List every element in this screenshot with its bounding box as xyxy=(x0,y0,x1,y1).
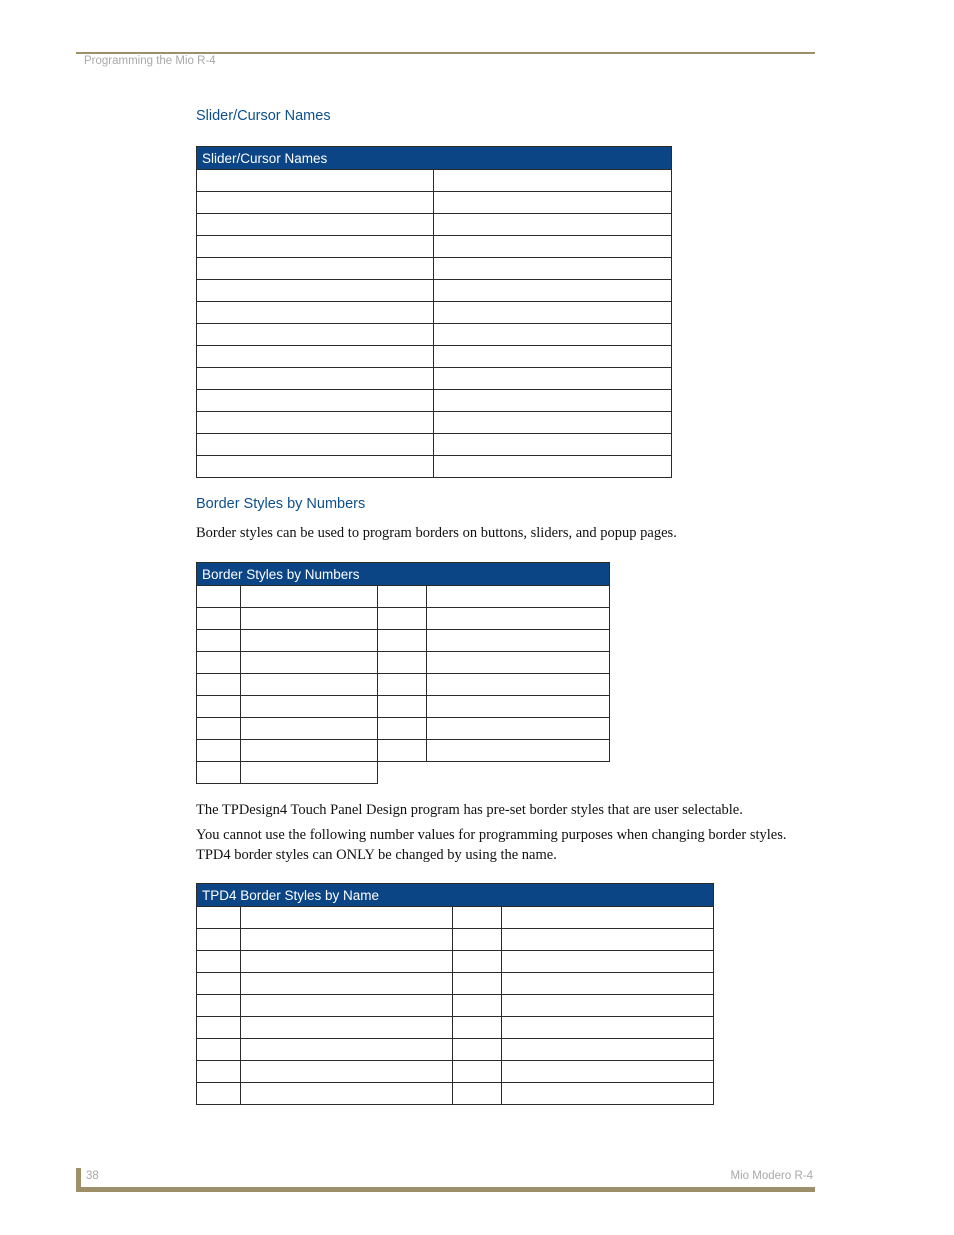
tpd4-note-2: You cannot use the following number values for programming purposes when changing border styles. TPD4 border styles can ONLY be changed by using the name. xyxy=(196,827,787,863)
table-cell xyxy=(434,368,672,390)
table-row xyxy=(197,696,610,718)
table-row xyxy=(197,995,714,1017)
table-cell xyxy=(502,1017,714,1039)
table-row xyxy=(197,951,714,973)
table-cell xyxy=(502,929,714,951)
table-cell xyxy=(241,718,378,740)
table-cell xyxy=(241,1017,453,1039)
table-cell xyxy=(453,1017,502,1039)
table-cell xyxy=(241,1061,453,1083)
table-cell xyxy=(241,1083,453,1105)
table-cell xyxy=(197,390,434,412)
border-numbers-heading: Border Styles by Numbers xyxy=(196,496,366,512)
table-cell xyxy=(502,1061,714,1083)
table-cell xyxy=(197,951,241,973)
table-row xyxy=(197,907,714,929)
table-cell xyxy=(434,214,672,236)
table-cell xyxy=(241,652,378,674)
table-row xyxy=(197,630,610,652)
table-cell xyxy=(434,170,672,192)
table-cell xyxy=(197,434,434,456)
table-cell xyxy=(427,696,610,718)
table-cell xyxy=(197,214,434,236)
table-empty-cell xyxy=(427,762,610,784)
border-numbers-table xyxy=(196,562,610,784)
table-cell xyxy=(241,762,378,784)
table-row xyxy=(197,236,672,258)
table-cell xyxy=(453,929,502,951)
table-cell xyxy=(427,630,610,652)
table-cell xyxy=(502,907,714,929)
table-cell xyxy=(241,696,378,718)
table-cell xyxy=(241,995,453,1017)
table-cell xyxy=(241,1039,453,1061)
table-row xyxy=(197,652,610,674)
table-cell xyxy=(502,973,714,995)
table-row xyxy=(197,608,610,630)
table-row xyxy=(197,258,672,280)
table-cell xyxy=(241,586,378,608)
table-cell xyxy=(502,995,714,1017)
table-cell xyxy=(378,608,427,630)
table-cell xyxy=(453,1061,502,1083)
table-cell xyxy=(197,1083,241,1105)
table-cell xyxy=(197,929,241,951)
table-cell xyxy=(197,368,434,390)
table-cell xyxy=(197,302,434,324)
table-cell xyxy=(197,740,241,762)
table-cell xyxy=(378,718,427,740)
table-row xyxy=(197,973,714,995)
table-cell xyxy=(197,280,434,302)
table-cell xyxy=(453,1083,502,1105)
table-row xyxy=(197,368,672,390)
table-row xyxy=(197,192,672,214)
table-cell xyxy=(434,390,672,412)
table-cell xyxy=(197,412,434,434)
table-cell xyxy=(434,236,672,258)
table-cell xyxy=(197,258,434,280)
table-row xyxy=(197,1017,714,1039)
table-row xyxy=(197,456,672,478)
table-cell xyxy=(378,740,427,762)
table-row xyxy=(197,740,610,762)
table-row xyxy=(197,586,610,608)
table-cell xyxy=(197,907,241,929)
table-cell xyxy=(378,586,427,608)
table-row xyxy=(197,1039,714,1061)
table-cell xyxy=(453,907,502,929)
table-cell xyxy=(241,608,378,630)
table-cell xyxy=(453,973,502,995)
table-cell xyxy=(502,951,714,973)
table-cell xyxy=(197,1039,241,1061)
table-cell xyxy=(502,1083,714,1105)
table-cell xyxy=(434,346,672,368)
table-row xyxy=(197,1083,714,1105)
table-cell xyxy=(427,608,610,630)
table-cell xyxy=(434,434,672,456)
table-cell xyxy=(434,456,672,478)
table-row xyxy=(197,324,672,346)
table-cell xyxy=(434,324,672,346)
table-cell xyxy=(197,456,434,478)
table-empty-cell xyxy=(378,762,427,784)
footer-rule xyxy=(76,1187,815,1192)
slider-table-title: Slider/Cursor Names xyxy=(197,147,672,170)
table-cell xyxy=(197,608,241,630)
table-row xyxy=(197,762,610,784)
table-cell xyxy=(197,696,241,718)
table-row xyxy=(197,412,672,434)
table-row xyxy=(197,718,610,740)
table-cell xyxy=(427,652,610,674)
table-row xyxy=(197,280,672,302)
table-cell xyxy=(197,674,241,696)
running-title: Programming the Mio R-4 xyxy=(84,55,216,67)
table-cell xyxy=(427,740,610,762)
table-cell xyxy=(241,973,453,995)
table-row xyxy=(197,170,672,192)
table-cell xyxy=(241,740,378,762)
table-cell xyxy=(197,652,241,674)
tpd4-table-title: TPD4 Border Styles by Name xyxy=(197,884,714,907)
table-row xyxy=(197,302,672,324)
table-cell xyxy=(197,170,434,192)
border-numbers-intro: Border styles can be used to program borders on buttons, sliders, and popup pages. xyxy=(196,525,677,541)
tpd4-border-table xyxy=(196,883,714,1105)
table-cell xyxy=(197,973,241,995)
slider-cursor-table xyxy=(196,146,672,478)
table-cell xyxy=(241,907,453,929)
table-cell xyxy=(427,718,610,740)
tpd4-note-1: The TPDesign4 Touch Panel Design program has pre-set border styles that are user selectable. xyxy=(196,802,743,818)
table-cell xyxy=(434,412,672,434)
table-cell xyxy=(434,192,672,214)
table-cell xyxy=(197,718,241,740)
table-cell xyxy=(427,586,610,608)
table-cell xyxy=(197,762,241,784)
table-row xyxy=(197,346,672,368)
table-cell xyxy=(434,280,672,302)
table-cell xyxy=(241,951,453,973)
table-cell xyxy=(378,674,427,696)
table-row xyxy=(197,434,672,456)
table-row xyxy=(197,214,672,236)
table-cell xyxy=(378,696,427,718)
table-cell xyxy=(197,995,241,1017)
table-cell xyxy=(197,192,434,214)
table-cell xyxy=(427,674,610,696)
table-cell xyxy=(453,951,502,973)
table-row xyxy=(197,674,610,696)
border-numbers-table-title: Border Styles by Numbers xyxy=(197,563,610,586)
table-cell xyxy=(378,630,427,652)
table-cell xyxy=(197,1017,241,1039)
table-cell xyxy=(378,652,427,674)
slider-section-heading: Slider/Cursor Names xyxy=(196,108,331,124)
table-cell xyxy=(197,630,241,652)
table-cell xyxy=(453,1039,502,1061)
table-row xyxy=(197,390,672,412)
table-cell xyxy=(434,258,672,280)
table-cell xyxy=(434,302,672,324)
table-cell xyxy=(502,1039,714,1061)
header-rule xyxy=(76,52,815,54)
table-cell xyxy=(241,630,378,652)
table-cell xyxy=(241,674,378,696)
table-cell xyxy=(197,346,434,368)
footer-doc-title: Mio Modero R-4 xyxy=(730,1170,813,1182)
table-row xyxy=(197,929,714,951)
table-cell xyxy=(241,929,453,951)
table-cell xyxy=(453,995,502,1017)
page-number: 38 xyxy=(86,1170,99,1182)
table-row xyxy=(197,1061,714,1083)
table-cell xyxy=(197,324,434,346)
table-cell xyxy=(197,1061,241,1083)
table-cell xyxy=(197,236,434,258)
table-cell xyxy=(197,586,241,608)
